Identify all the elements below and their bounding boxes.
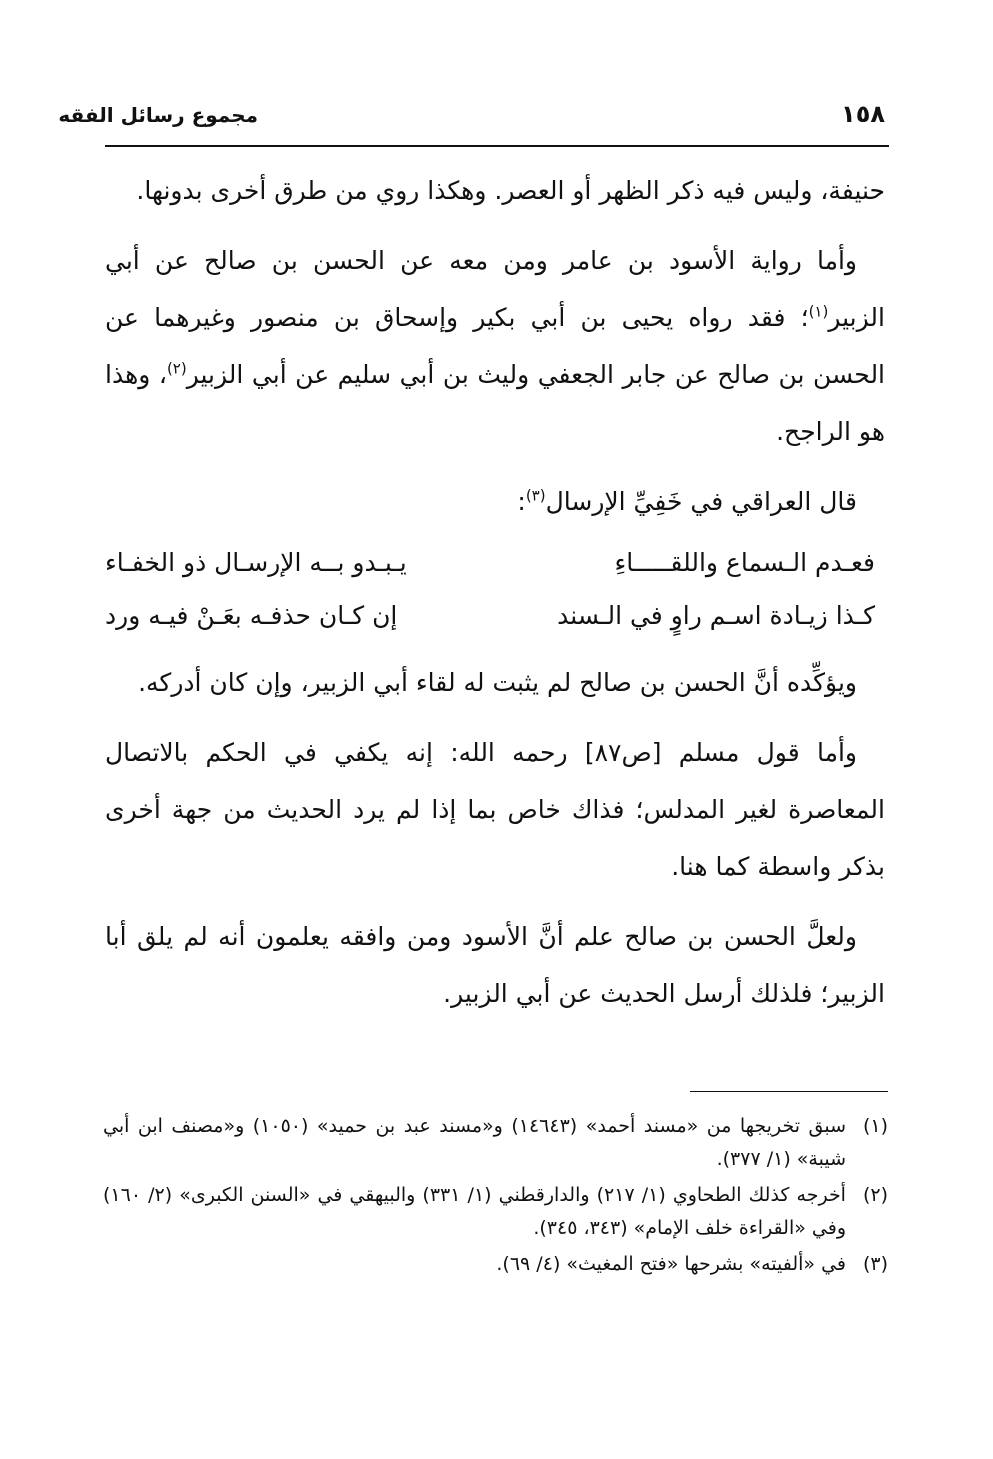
paragraph-2-part-a: وأما رواية الأسود بن عامر ومن معه عن الحسن بن صالح عن أبي الزبير: [105, 246, 885, 332]
footnote-2: [103, 1179, 888, 1245]
paragraph-2-part-c: ، وهذا هو الراجح.: [105, 360, 885, 446]
verse-intro-colon: :: [517, 487, 526, 516]
verse-2-second-hemistich: إن كـان حذفـه بعَـنْ فيـه ورد: [105, 601, 398, 630]
paragraph-5: وأما قول مسلم [ص٨٧] رحمه الله: إنه يكفي في الحكم بالاتصال المعاصرة لغير المدلس؛ فذاك خاص بما إذا لم يرد الحديث من جهة أخرى بذكر واسطة كما هنا.: [105, 738, 885, 881]
verse-intro-text: قال العراقي في خَفِيِّ الإرسال: [545, 487, 857, 516]
verse-2-first-hemistich: كـذا زيـادة اسـم راوٍ في الـسند: [557, 601, 875, 630]
verse-2: [105, 589, 885, 642]
paragraph-2: [105, 232, 885, 460]
footnote-1-number: (١): [862, 1115, 888, 1137]
footnote-ref-3[interactable]: (٣): [525, 486, 546, 505]
footnote-3-text: في «ألفيته» بشرحها «فتح المغيث» (٤/ ٦٩).: [496, 1253, 846, 1275]
header-divider: [105, 145, 889, 147]
verse-1: [105, 536, 885, 589]
footnote-2-number: (٢): [862, 1184, 888, 1206]
running-title: مجموع رسائل الفقه: [58, 103, 258, 127]
footnote-1-text: سبق تخريجها من «مسند أحمد» (١٤٦٤٣) و«مسند عبد بن حميد» (١٠٥٠) و«مصنف ابن أبي شيبة» (١/ ٣٧٧).: [103, 1115, 846, 1170]
paragraph-2-part-b: ؛ فقد رواه يحيى بن أبي بكير وإسحاق بن منصور وغيرهما عن الحسن بن صالح عن جابر الجعفي وليث بن أبي سليم عن أبي الزبير: [105, 303, 886, 389]
main-text: [105, 162, 885, 1035]
page-number: ١٥٨: [841, 100, 885, 128]
paragraph-4: ويؤكِّده أنَّ الحسن بن صالح لم يثبت له لقاء أبي الزبير، وإن كان أدركه.: [138, 668, 857, 697]
footnotes: [103, 1110, 888, 1284]
footnote-divider: [690, 1091, 888, 1092]
footnote-3-number: (٣): [862, 1253, 888, 1275]
footnote-1: [103, 1110, 888, 1176]
verse-intro: [105, 473, 885, 530]
footnote-ref-1[interactable]: (١): [808, 302, 829, 321]
verse-1-first-hemistich: فعـدم الـسماع واللقـــــاءِ: [614, 548, 875, 577]
paragraph-1: حنيفة، وليس فيه ذكر الظهر أو العصر. وهكذا روي من طرق أخرى بدونها.: [136, 176, 885, 205]
footnote-3: [103, 1248, 888, 1281]
poem-verses: [105, 536, 885, 642]
footnote-2-text: أخرجه كذلك الطحاوي (١/ ٢١٧) والدارقطني (١/ ٣٣١) والبيهقي في «السنن الكبرى» (٢/ ١٦٠) وفي «القراءة خلف الإمام» (٣٤٣، ٣٤٥).: [103, 1184, 846, 1239]
paragraph-6: ولعلَّ الحسن بن صالح علم أنَّ الأسود ومن وافقه يعلمون أنه لم يلق أبا الزبير؛ فلذلك أرسل الحديث عن أبي الزبير.: [105, 922, 885, 1008]
footnote-ref-2[interactable]: (٢): [166, 359, 187, 378]
verse-1-second-hemistich: يـبـدو بــه الإرسـال ذو الخفـاء: [105, 548, 407, 577]
